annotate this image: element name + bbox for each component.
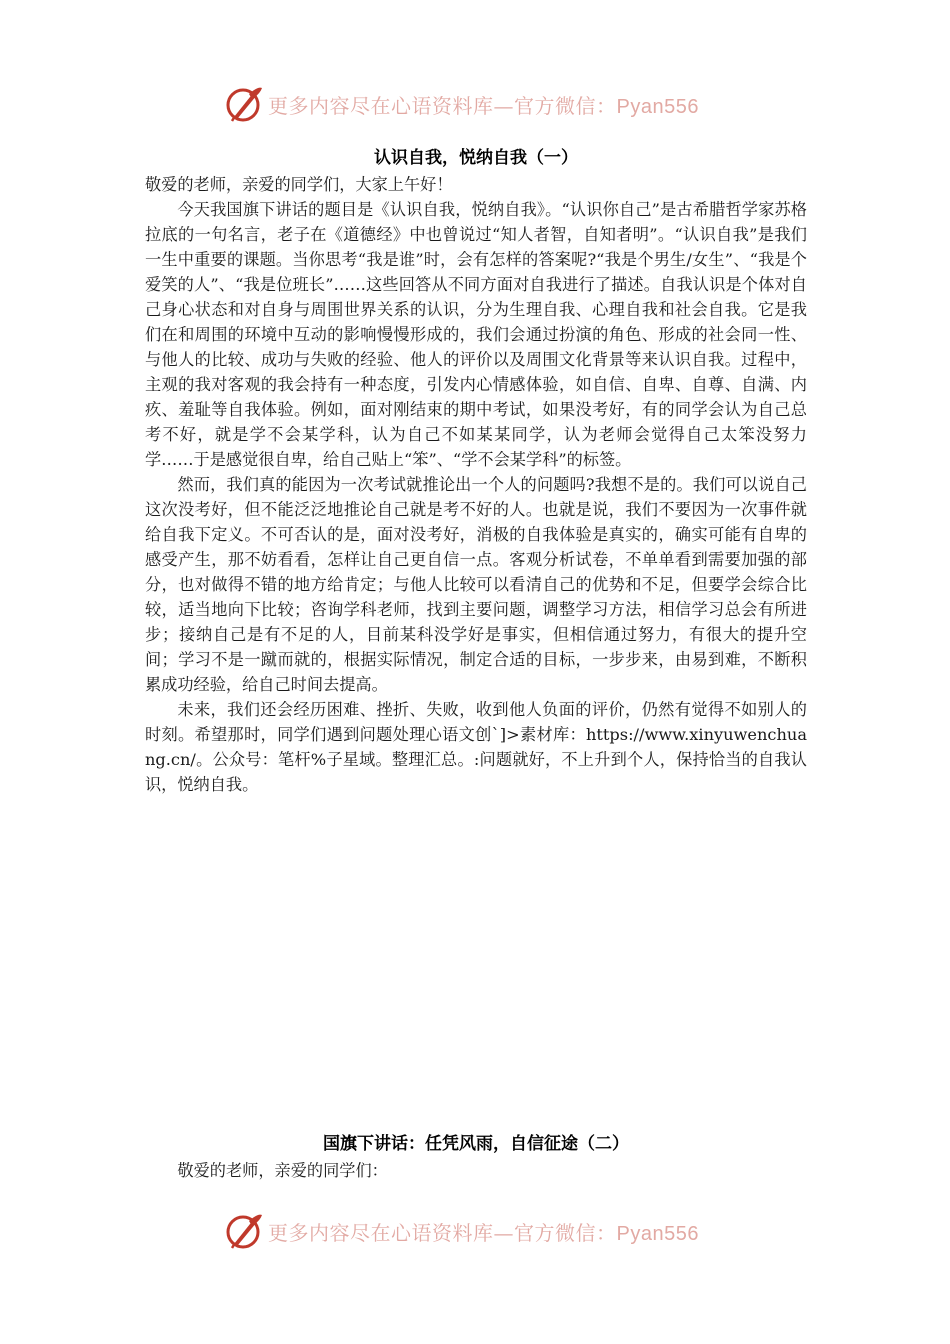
quill-logo-icon [224, 1211, 264, 1251]
banner-slogan: 更多内容尽在心语资料库—官方微信： [268, 1220, 617, 1245]
banner-slogan: 更多内容尽在心语资料库—官方微信： [268, 93, 617, 118]
banner-wechat-id: Pyan556 [616, 95, 699, 118]
article1-greeting: 敬爱的老师，亲爱的同学们，大家上午好！ [145, 175, 453, 194]
article1-body [145, 172, 807, 797]
footer-banner [224, 1209, 744, 1253]
banner-wechat-id: Pyan556 [616, 1222, 699, 1245]
banner-text [268, 90, 699, 119]
article1-paragraph-1: 今天我国旗下讲话的题目是《认识自我，悦纳自我》。“认识你自己”是古希腊哲学家苏格拉底的一句名言，老子在《道德经》中也曾说过“知人者智，自知者明”。“认识自我”是我们一生中重要的课题。当你思考“我是谁”时，会有怎样的答案呢?“我是个男生/女生”、“我是个爱笑的人”、“我是位班长”……这些回答从不同方面对自我进行了描述。自我认识是个体对自己身心状态和对自身与周围世界关系的认识，分为生理自我、心理自我和社会自我。它是我们在和周围的环境中互动的影响慢慢形成的，我们会通过扮演的角色、形成的社会同一性、与他人的比较、成功与失败的经验、他人的评价以及周围文化背景等来认识自我。过程中，主观的我对客观的我会持有一种态度，引发内心情感体验，如自信、自卑、自尊、自满、内疚、羞耻等自我体验。例如，面对刚结束的期中考试，如果没考好，有的同学会认为自己总考不好，就是学不会某学科，认为自己不如某某同学，认为老师会觉得自己太笨没努力学……于是感觉很自卑，给自己贴上“笨”、“学不会某学科”的标签。 [145, 200, 807, 469]
quill-logo-icon [224, 84, 264, 124]
article2-body [145, 1158, 807, 1183]
article1-paragraph-2: 然而，我们真的能因为一次考试就推论出一个人的问题吗?我想不是的。我们可以说自己这次没考好，但不能泛泛地推论自己就是考不好的人。也就是说，我们不要因为一次事件就给自我下定义。不可否认的是，面对没考好，消极的自我体验是真实的，确实可能有自卑的感受产生，那不妨看看，怎样让自己更自信一点。客观分析试卷，不单单看到需要加强的部分，也对做得不错的地方给肯定；与他人比较可以看清自己的优势和不足，但要学会综合比较，适当地向下比较；咨询学科老师，找到主要问题，调整学习方法，相信学习总会有所进步；接纳自己是有不足的人，目前某科没学好是事实，但相信通过努力，有很大的提升空间；学习不是一蹴而就的，根据实际情况，制定合适的目标，一步步来，由易到难，不断积累成功经验，给自己时间去提高。 [145, 475, 807, 694]
article2-greeting: 敬爱的老师，亲爱的同学们： [177, 1161, 388, 1180]
article1-paragraph-3: 未来，我们还会经历困难、挫折、失败，收到他人负面的评价，仍然有觉得不如别人的时刻。希望那时，同学们遇到问题处理心语文创`]>素材库：https://www.xinyuwenchuang.cn/。公众号：笔杆%子星域。整理汇总。:问题就好，不上升到个人，保持恰当的自我认识，悦纳自我。 [145, 700, 807, 794]
header-banner [224, 82, 744, 126]
banner-text [268, 1217, 699, 1246]
article1-title: 认识自我，悦纳自我（一） [374, 148, 578, 168]
article2-title: 国旗下讲话：任凭风雨，自信征途（二） [323, 1134, 629, 1154]
